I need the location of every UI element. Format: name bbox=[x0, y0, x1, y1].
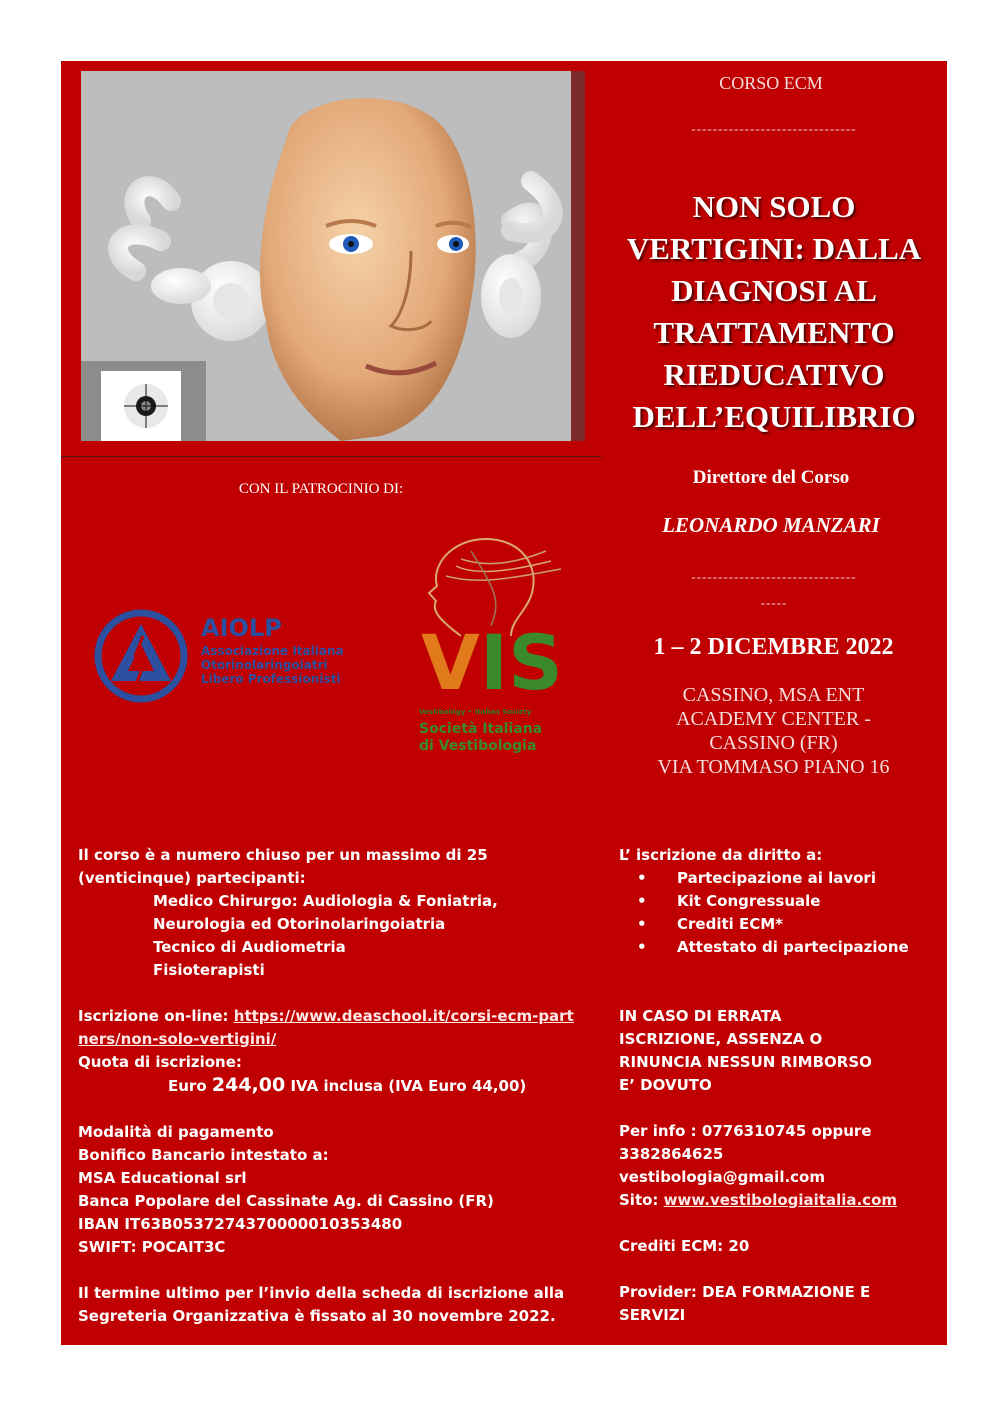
entitle-item: • Attestato di partecipazione bbox=[637, 936, 929, 959]
fee-label: Quota di iscrizione: bbox=[78, 1053, 242, 1071]
divider-line bbox=[61, 456, 601, 457]
separator-mid: ------------------------------- bbox=[691, 569, 857, 584]
aiolp-name: AIOLP bbox=[201, 614, 282, 642]
payment-line: SWIFT: POCAIT3C bbox=[78, 1238, 226, 1256]
title-line: DIAGNOSI AL bbox=[671, 273, 877, 308]
participant-item: Tecnico di Audiometria bbox=[153, 938, 346, 956]
entitles-label: L’ iscrizione da diritto a: bbox=[619, 846, 823, 864]
vis-line: Società Italiana bbox=[419, 721, 543, 737]
fee-suffix: IVA inclusa (IVA Euro 44,00) bbox=[290, 1077, 527, 1095]
aiolp-line: Otorinolaringoiatri bbox=[201, 658, 328, 672]
vis-is: IS bbox=[479, 618, 563, 707]
site-label: Sito: bbox=[619, 1191, 659, 1209]
title-line: TRATTAMENTO bbox=[653, 315, 895, 350]
course-type-label: CORSO ECM bbox=[719, 73, 823, 93]
venue-line: CASSINO (FR) bbox=[709, 732, 838, 754]
payment-line: Modalità di pagamento bbox=[78, 1123, 274, 1141]
venue-line: VIA TOMMASO PIANO 16 bbox=[657, 756, 890, 778]
fee-line bbox=[78, 1074, 578, 1098]
hero-shadow bbox=[571, 71, 585, 441]
online-registration bbox=[78, 1005, 578, 1051]
vis-tagline: Vestibology • Italian Society bbox=[419, 708, 532, 716]
website bbox=[619, 1189, 929, 1212]
event-date: 1 – 2 DICEMBRE 2022 bbox=[653, 634, 894, 660]
vis-v: V bbox=[421, 618, 480, 707]
aiolp-logo bbox=[91, 606, 361, 706]
venue bbox=[601, 683, 946, 779]
entitle-item: • Crediti ECM* bbox=[637, 913, 929, 936]
vis-fullname bbox=[419, 721, 542, 755]
venue-line: ACADEMY CENTER - bbox=[676, 708, 871, 730]
director-name: LEONARDO MANZARI bbox=[662, 513, 880, 537]
contact-email[interactable]: vestibologia@gmail.com bbox=[619, 1168, 825, 1186]
entitles-list bbox=[619, 867, 929, 959]
participants-list bbox=[78, 890, 578, 982]
payment-line: IBAN IT63B0537274370000010353480 bbox=[78, 1215, 403, 1233]
payment-line: Bonifico Bancario intestato a: bbox=[78, 1146, 329, 1164]
website-link[interactable]: www.vestibologiaitalia.com bbox=[663, 1191, 898, 1209]
vis-logo bbox=[401, 531, 571, 781]
fee-amount: 244,00 bbox=[211, 1074, 286, 1096]
vis-line: di Vestibologia bbox=[419, 738, 537, 754]
vis-acronym bbox=[421, 618, 563, 707]
participant-item: Fisioterapisti bbox=[153, 961, 265, 979]
deadline-text: Il termine ultimo per l’invio della scheda di iscrizione alla Segreteria Organizzativa è fissato al 30 novembre 2022. bbox=[78, 1284, 565, 1325]
online-registration-link[interactable]: https://www.deaschool.it/corsi-ecm-partners/non-solo-vertigini/ bbox=[78, 1007, 574, 1048]
hero-illustration bbox=[81, 71, 576, 441]
poster bbox=[61, 61, 947, 1369]
course-title bbox=[599, 186, 949, 438]
venue-line: CASSINO, MSA ENT bbox=[682, 684, 865, 706]
provider: Provider: DEA FORMAZIONE E SERVIZI bbox=[619, 1283, 871, 1324]
head-inner-ear-image bbox=[81, 71, 576, 441]
ecm-credits: Crediti ECM: 20 bbox=[619, 1237, 750, 1255]
separator-short: ----- bbox=[760, 595, 788, 610]
title-line: NON SOLO bbox=[692, 189, 856, 224]
separator-top: ------------------------------- bbox=[691, 121, 857, 136]
title-line: RIEDUCATIVO bbox=[663, 357, 885, 392]
patronage-label: CON IL PATROCINIO DI: bbox=[238, 481, 404, 497]
payment-line: MSA Educational srl bbox=[78, 1169, 247, 1187]
aiolp-fullname bbox=[201, 644, 344, 686]
payment-line: Banca Popolare del Cassinate Ag. di Cassino (FR) bbox=[78, 1192, 494, 1210]
intro-text: Il corso è a numero chiuso per un massimo di 25 (venticinque) partecipanti: bbox=[78, 846, 488, 887]
director-label: Direttore del Corso bbox=[692, 467, 850, 488]
title-line: VERTIGINI: DALLA bbox=[626, 231, 922, 266]
entitle-item: • Partecipazione ai lavori bbox=[637, 867, 929, 890]
left-column bbox=[78, 844, 578, 1328]
fee-prefix: Euro bbox=[168, 1077, 207, 1095]
participant-item: Medico Chirurgo: Audiologia & Foniatria, Neurologia ed Otorinolaringoiatria bbox=[153, 892, 498, 933]
footnote: * Presenza 90% e superamento test bbox=[619, 1353, 872, 1369]
info-phone: Per info : 0776310745 oppure bbox=[619, 1122, 872, 1140]
right-column bbox=[619, 844, 929, 1373]
title-line: DELL’EQUILIBRIO bbox=[632, 399, 916, 434]
aiolp-line: Associazione Italiana bbox=[201, 644, 344, 658]
info-phone-2: 3382864625 bbox=[619, 1145, 724, 1163]
aiolp-emblem-icon bbox=[91, 606, 191, 706]
entitle-item: • Kit Congressuale bbox=[637, 890, 929, 913]
online-label: Iscrizione on-line: bbox=[78, 1007, 229, 1025]
aiolp-line: Libero Professionisti bbox=[201, 672, 341, 686]
payment-info bbox=[78, 1121, 578, 1259]
refund-warning: IN CASO DI ERRATA ISCRIZIONE, ASSENZA O RINUNCIA NESSUN RIMBORSO E’ DOVUTO bbox=[619, 1007, 872, 1094]
